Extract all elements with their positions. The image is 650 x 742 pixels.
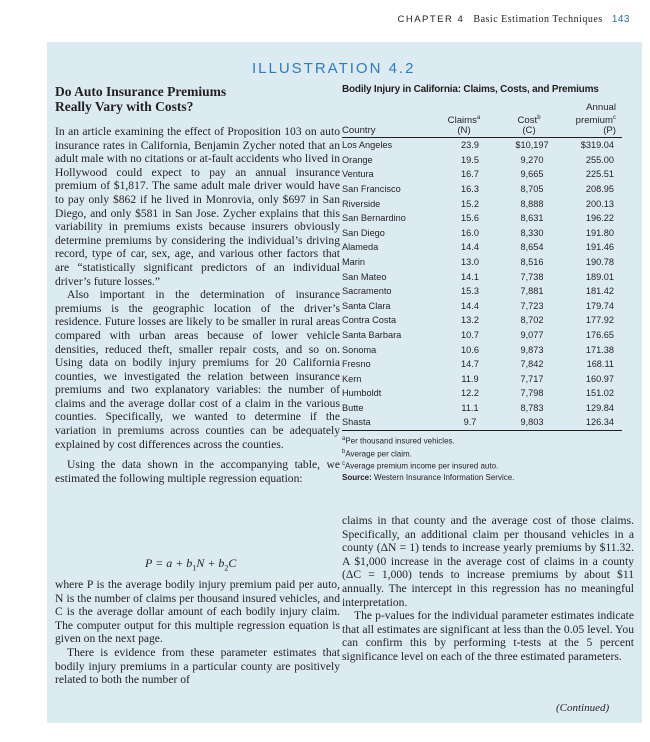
- note-c: [342, 459, 622, 472]
- table-row: [342, 284, 622, 299]
- insurance-table: [342, 103, 622, 431]
- claims-cell: 14.4: [461, 242, 479, 253]
- header-country-label: Country: [342, 125, 376, 137]
- table-row: [342, 167, 622, 182]
- table-row: [342, 182, 622, 197]
- paragraph-6: claims in that county and the average cost of those claims. Specifically, an additional claim per thousand vehicles in a county (ΔN = 1) tends to increase yearly premiums by $11.32. A $1,000 increase in the average cost of claims in a county (ΔC = 1,000) tends to increase premiums by about $11 annually. The intercept in this regression has no meaningful interpretation.: [342, 514, 634, 609]
- note-c-mark: c: [342, 461, 345, 468]
- county-cell: Humboldt: [342, 388, 382, 399]
- table-row: [342, 343, 622, 358]
- county-cell: Santa Clara: [342, 300, 391, 311]
- cost-cell: 7,717: [520, 373, 544, 384]
- note-b-mark: b: [342, 448, 346, 455]
- paragraph-3: Using the data shown in the accompanying table, we estimated the following multiple regression equation:: [55, 458, 340, 485]
- header-claims-mark: a: [476, 115, 481, 121]
- claims-cell: 11.9: [461, 373, 479, 384]
- county-cell: Kern: [342, 373, 362, 384]
- cost-cell: 9,665: [520, 169, 544, 180]
- table-row: [342, 270, 622, 285]
- table-row: [342, 255, 622, 270]
- table-row: [342, 240, 622, 255]
- claims-cell: 14.1: [461, 271, 479, 282]
- county-cell: Santa Barbara: [342, 329, 402, 340]
- county-cell: Sacramento: [342, 286, 392, 297]
- header-claims-label: Claims: [447, 115, 477, 127]
- article-left-column-lower: [55, 578, 340, 687]
- cost-cell: 7,881: [520, 286, 544, 297]
- paragraph-1: In an article examining the effect of Proposition 103 on auto insurance rates in California, Benjamin Zycher noted that an adult male with no citations or at-fault accidents who lived in Hollywood could expect to pay an annual insurance premium of $1,817. The same adult male driver would have to pay only $862 if he lived in Monrovia, only $697 in San Diego, and only $581 in San Jose. Zycher explains that this variability in premiums exists because insurers obviously determine premiums by considering the individual’s driving record, type of car, sex, age, and various other factors that are “statistically significant predictors of an individual driver’s future losses.”: [55, 125, 340, 288]
- premium-cell: 168.11: [586, 359, 614, 370]
- note-c-text: Average premium income per insured auto.: [345, 462, 499, 472]
- premium-cell: 176.65: [585, 329, 614, 340]
- header-country: [342, 103, 434, 138]
- header-premium: [564, 103, 622, 138]
- article-left-column: [55, 84, 340, 485]
- claims-cell: 13.2: [461, 315, 479, 326]
- premium-cell: 177.92: [585, 315, 614, 326]
- table-row: [342, 226, 622, 241]
- claims-cell: 14.7: [461, 359, 479, 370]
- county-cell: Contra Costa: [342, 315, 397, 326]
- source-text: Western Insurance Information Service.: [374, 473, 515, 483]
- table-row: [342, 211, 622, 226]
- equation-subscript-2: 2: [224, 563, 229, 573]
- header-premium-line-2: premium: [575, 115, 613, 127]
- header-claims: [434, 103, 494, 138]
- equation-part-mid: N + b: [196, 556, 225, 570]
- header-cost-symbol: (C): [522, 125, 536, 137]
- premium-cell: 255.00: [585, 154, 614, 165]
- claims-cell: 11.1: [461, 402, 479, 413]
- running-head: [397, 14, 630, 25]
- cost-cell: 8,783: [520, 402, 544, 413]
- cost-cell: 8,702: [520, 315, 544, 326]
- header-premium-line-1: Annual: [586, 102, 616, 113]
- paragraph-7: The p-values for the individual parameter estimates indicate that all estimates are significant at less than the 0.05 level. You can confirm this by performing t-tests at the 5 percent significance level on each of the three estimated parameters.: [342, 609, 634, 663]
- county-cell: Alameda: [342, 242, 379, 253]
- table-row: [342, 138, 622, 153]
- premium-cell: 129.84: [585, 402, 614, 413]
- table-row: [342, 415, 622, 430]
- premium-cell: 160.97: [585, 373, 614, 384]
- equation-subscript-1: 1: [192, 563, 197, 573]
- claims-cell: 9.7: [434, 415, 494, 430]
- section-title: Basic Estimation Techniques: [473, 14, 603, 25]
- header-premium-symbol: (P): [603, 125, 616, 137]
- premium-cell: 126.34: [564, 415, 622, 430]
- regression-equation: [145, 556, 236, 572]
- cost-cell: 9,873: [520, 344, 544, 355]
- premium-cell: 189.01: [585, 271, 614, 282]
- county-cell: Riverside: [342, 198, 381, 209]
- cost-cell: 8,888: [520, 198, 544, 209]
- premium-cell: 171.38: [585, 344, 614, 355]
- table-row: [342, 357, 622, 372]
- cost-cell: 8,631: [520, 213, 544, 224]
- table-row: [342, 328, 622, 343]
- county-cell: Ventura: [342, 169, 374, 180]
- table-header-row: [342, 103, 622, 138]
- table-notes: [342, 434, 622, 483]
- source-label: Source:: [342, 473, 372, 483]
- claims-cell: 15.6: [461, 213, 479, 224]
- note-a: [342, 434, 622, 447]
- cost-cell: 7,842: [520, 359, 544, 370]
- county-cell: Fresno: [342, 359, 371, 370]
- header-claims-symbol: (N): [457, 125, 471, 137]
- cost-cell: 7,798: [520, 388, 544, 399]
- continued-label: (Continued): [556, 702, 610, 714]
- heading-line-2: Really Vary with Costs?: [55, 99, 194, 114]
- note-b-text: Average per claim.: [345, 449, 412, 459]
- header-cost-label: Cost: [517, 115, 538, 127]
- county-cell: Butte: [342, 402, 364, 413]
- county-cell: San Mateo: [342, 271, 387, 282]
- claims-cell: 16.7: [461, 169, 479, 180]
- claims-cell: 10.7: [461, 329, 479, 340]
- county-cell: Sonoma: [342, 344, 377, 355]
- premium-cell: 200.13: [585, 198, 614, 209]
- table-row: [342, 313, 622, 328]
- premium-cell: 196.22: [585, 213, 614, 224]
- county-cell: Los Angeles: [342, 140, 393, 151]
- claims-cell: 16.0: [461, 227, 479, 238]
- claims-cell: 19.5: [461, 154, 479, 165]
- county-cell: Shasta: [342, 415, 434, 430]
- equation-part-rhs: C: [228, 556, 237, 570]
- paragraph-2: Also important in the determination of insurance premiums is the geographic location of the driver’s residence. Future losses are likely to be smaller in rural areas compared with urban areas because of lower vehicle densities, reduced theft, smaller repair costs, and so on. Using data on bodily injury premiums for 20 California counties, we investigated the relation between insurance premiums and two explanatory variables: the number of claims and the average dollar cost of a claim in the various counties. Specifically, we wanted to determine if the variation in premiums across counties can be adequately explained by cost differences across the counties.: [55, 288, 340, 451]
- premium-cell: 181.42: [585, 286, 614, 297]
- header-cost: [494, 103, 564, 138]
- premium-cell: 225.51: [585, 169, 614, 180]
- cost-cell: 9,803: [494, 415, 564, 430]
- illustration-title: ILLUSTRATION 4.2: [252, 60, 416, 77]
- claims-cell: 15.3: [461, 286, 479, 297]
- premium-cell: 190.78: [585, 256, 614, 267]
- paragraph-5: There is evidence from these parameter estimates that bodily injury premiums in a particular county are positively related to both the number of: [55, 645, 340, 687]
- premium-cell: 151.02: [585, 388, 614, 399]
- equation-part-lhs: P = a + b: [145, 556, 193, 570]
- paragraph-4: where P is the average bodily injury premium paid per auto, N is the number of claims per thousand insured vehicles, and C is the average dollar amount of each bodily injury claim. The computer output for this multiple regression equation is given on the next page.: [55, 578, 340, 646]
- county-cell: Orange: [342, 154, 373, 165]
- claims-cell: 23.9: [461, 140, 479, 151]
- data-table-block: [342, 84, 622, 483]
- note-a-mark: a: [342, 436, 346, 443]
- cost-cell: 7,723: [520, 300, 544, 311]
- cost-cell: 8,330: [520, 227, 544, 238]
- cost-cell: 8,516: [520, 256, 544, 267]
- heading-line-1: Do Auto Insurance Premiums: [55, 84, 227, 99]
- table-row: [342, 386, 622, 401]
- claims-cell: 10.6: [461, 344, 479, 355]
- premium-cell: 208.95: [585, 183, 614, 194]
- header-cost-mark: b: [537, 115, 541, 121]
- table-row: [342, 197, 622, 212]
- source-note: [342, 472, 622, 483]
- county-cell: San Bernardino: [342, 213, 406, 224]
- table-title: Bodily Injury in California: Claims, Costs, and Premiums: [342, 84, 599, 95]
- article-right-column: [342, 514, 634, 664]
- claims-cell: 13.0: [461, 256, 479, 267]
- table-row: [342, 299, 622, 314]
- county-cell: Marin: [342, 256, 365, 267]
- premium-cell: 191.46: [585, 242, 614, 253]
- cost-cell: 8,705: [520, 183, 544, 194]
- cost-cell: $10,197: [515, 140, 549, 151]
- claims-cell: 15.2: [461, 198, 479, 209]
- header-premium-mark: c: [613, 115, 616, 121]
- claims-cell: 12.2: [461, 388, 479, 399]
- table-row: [342, 372, 622, 387]
- article-heading: [55, 84, 340, 114]
- table-row: [342, 401, 622, 416]
- premium-cell: 179.74: [585, 300, 614, 311]
- premium-cell: $319.04: [580, 140, 614, 151]
- page-number: 143: [611, 14, 630, 25]
- note-a-text: Per thousand insured vehicles.: [345, 436, 455, 446]
- chapter-label: CHAPTER 4: [397, 14, 465, 25]
- table-row: [342, 153, 622, 168]
- premium-cell: 191.80: [585, 227, 614, 238]
- table-body: [342, 138, 622, 431]
- cost-cell: 7,738: [520, 271, 544, 282]
- county-cell: San Diego: [342, 227, 385, 238]
- cost-cell: 9,077: [520, 329, 544, 340]
- claims-cell: 14.4: [461, 300, 479, 311]
- cost-cell: 8,654: [520, 242, 544, 253]
- cost-cell: 9,270: [520, 154, 544, 165]
- note-b: [342, 447, 622, 460]
- claims-cell: 16.3: [461, 183, 479, 194]
- county-cell: San Francisco: [342, 183, 401, 194]
